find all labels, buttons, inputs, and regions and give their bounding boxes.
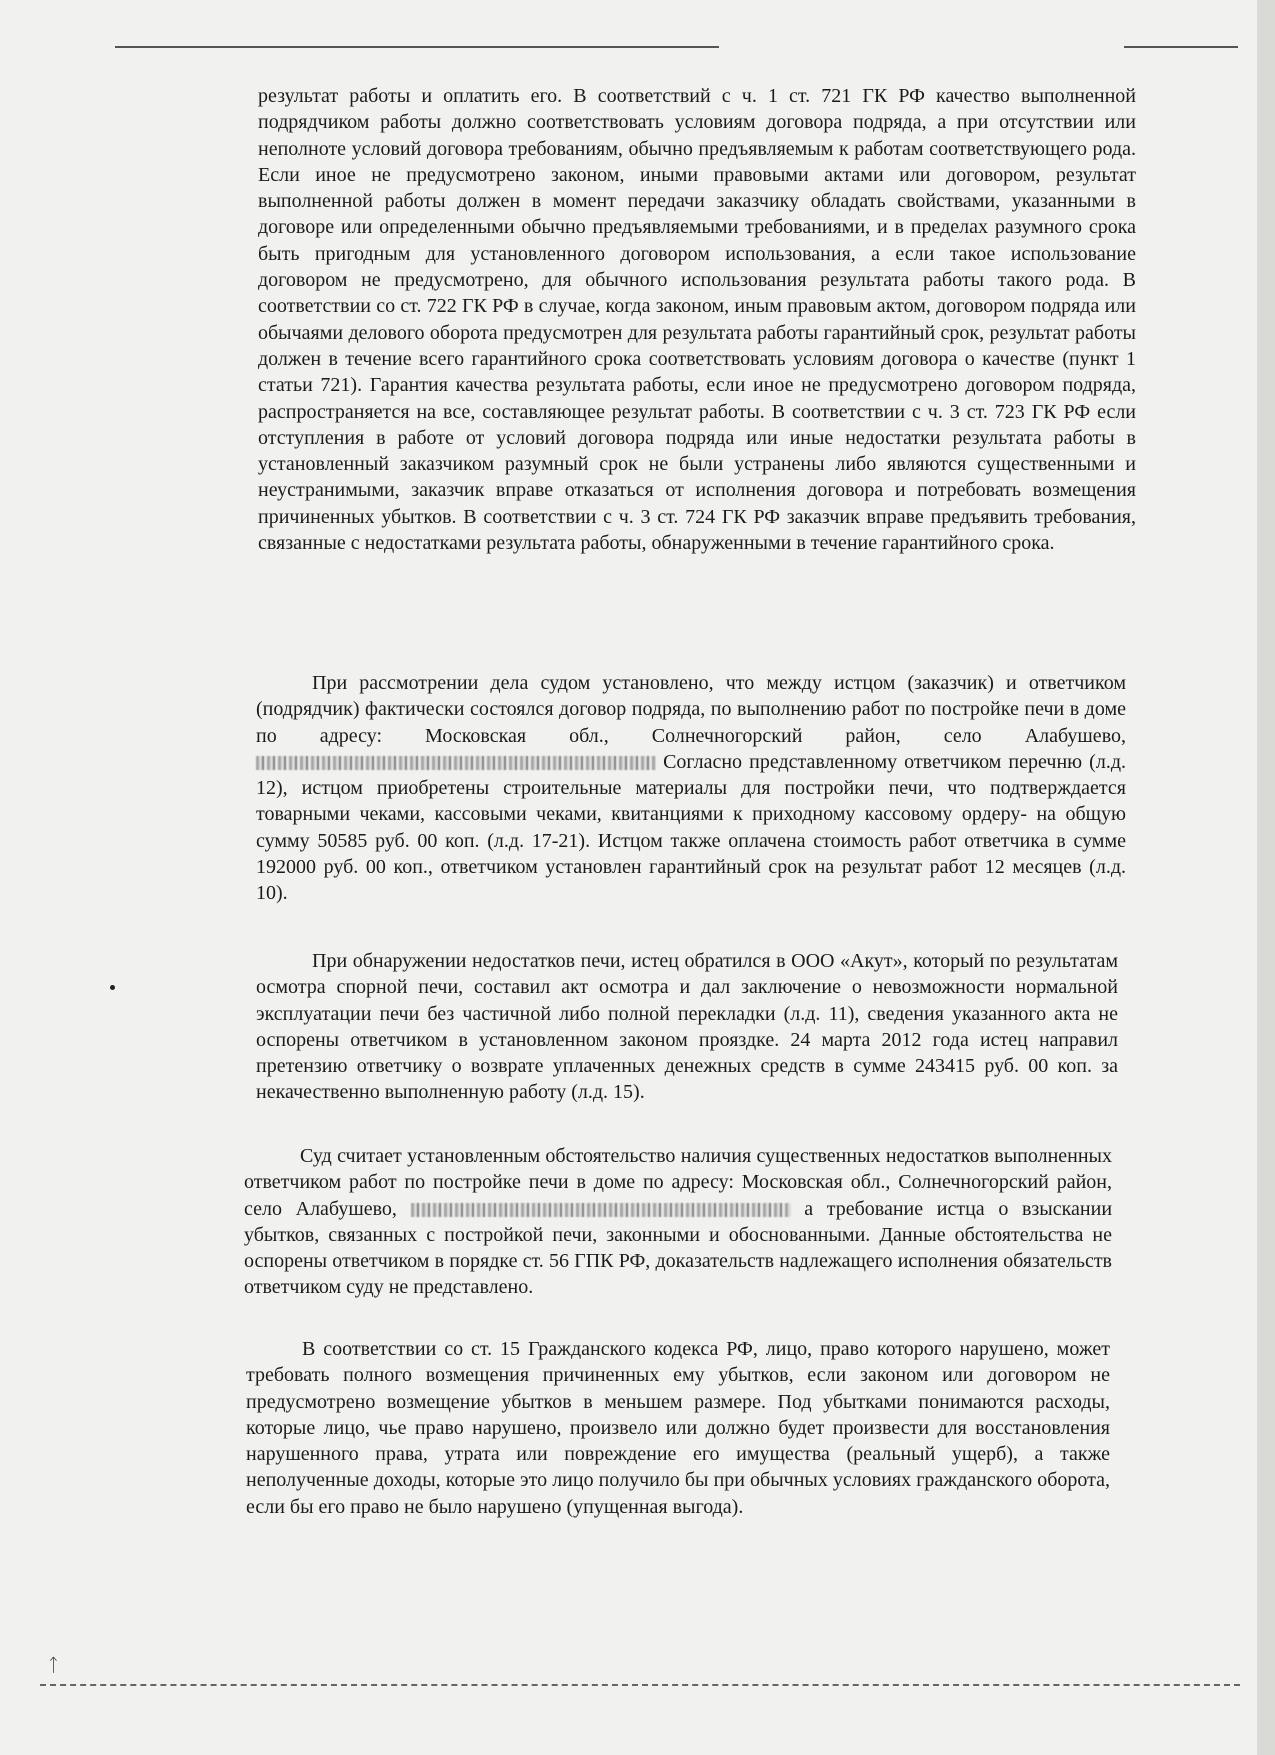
main-text-block [258, 83, 1136, 556]
top-rule-left [115, 46, 719, 48]
paragraph-2-block [256, 670, 1126, 907]
paragraph-4-block [244, 1143, 1112, 1301]
paragraph-3: При обнаружении недостатков печи, истец обратился в ООО «Акут», который по результатам осмотра спорной печи, составил акт осмотра и дал заключение о невозможности нормальной эксплуатации печи без частичной либо полной перекладки (л.д. 11), сведения указанного акта не оспорены ответчиком в установленном законом прояздке. 24 марта 2012 года истец направил претензию ответчику о возврате уплаченных денежных средств в сумме 243415 руб. 00 коп. за некачественно выполненную работу (л.д. 15). [256, 950, 1118, 1104]
paragraph-5-block [246, 1336, 1110, 1520]
page-edge-shadow [1257, 0, 1275, 1755]
paragraph-3-block [256, 948, 1118, 1106]
paragraph-4-part-b: а требование истца о взыскании убытков, связанных с постройкой печи, законными и обоснованными. Данные обстоятельства не оспорены ответчиком в порядке ст. 56 ГПК РФ, доказательств надлежащего исполнения обязательств ответчиком суду не представлено. [244, 1197, 1113, 1299]
paragraph-1: результат работы и оплатить его. В соответствий с ч. 1 ст. 721 ГК РФ качество выполненной подрядчиком работы должно соответствовать условиям договора подряда, а при отсутствии или неполноте условий договора требованиям, обычно предъявляемым к работам соответствующего рода. Если иное не предусмотрено законом, иными правовыми актами или договором, результат выполненной работы должен в момент передачи заказчику обладать свойствами, указанными в договоре или определенными обычно предъявляемыми требованиями, и в пределах разумного срока быть пригодным для установленного договором использования, а если такое использование договором не предусмотрено, для обычного использования результата работы такого рода. В соответствии со ст. 722 ГК РФ в случае, когда законом, иным правовым актом, договором подряда или обычаями делового оборота предусмотрен для результата работы гарантийный срок, результат работы должен в течение всего гарантийного срока соответствовать условиям договора о качестве (пункт 1 статьи 721). Гарантия качества результата работы, если иное не предусмотрено договором подряда, распространяется на все, составляющее результат работы. В соответствии с ч. 3 ст. 723 ГК РФ если отступления в работе от условий договора подряда или иные недостатки результата работы в установленный заказчиком разумный срок не были устранены либо являются существенными и неустранимыми, заказчик вправе отказаться от исполнения договора и потребовать возмещения причиненных убытков. В соответствии с ч. 3 ст. 724 ГК РФ заказчик вправе предъявить требования, связанные с недостатками результата работы, обнаруженными в течение гарантийного срока. [258, 85, 1136, 555]
bottom-rule [40, 1684, 1240, 1686]
redacted-address [256, 756, 656, 770]
margin-mark: ᛏ [48, 1655, 59, 1675]
paragraph-2 [256, 670, 1126, 907]
top-rule-right [1124, 46, 1238, 48]
paragraph-4 [244, 1143, 1112, 1301]
paragraph-2-part-a: При рассмотрении дела судом установлено, что между истцом (заказчик) и ответчиком (подрядчик) фактически состоялся договор подряда, по выполнению работ по постройке печи в доме по адресу: Московская обл., Солнечногорский район, село Алабушево, [256, 672, 1126, 747]
redacted-address-2 [411, 1203, 791, 1217]
paragraph-5: В соответствии со ст. 15 Гражданского кодекса РФ, лицо, право которого нарушено, может требовать полного возмещения причиненных ему убытков, если законом или договором не предусмотрено возмещение убытков в меньшем размере. Под убытками понимаются расходы, которые лицо, чье право нарушено, произвело или должно будет произвести для восстановления нарушенного права, утрата или повреждение его имущества (реальный ущерб), а также неполученные доходы, которые это лицо получило бы при обычных условиях гражданского оборота, если бы его право не было нарушено (упущенная выгода). [246, 1338, 1110, 1518]
paragraph-4-part-a: Суд считает установленным обстоятельство наличия существенных недостатков выполненных ответчиком работ по постройке печи в доме по адресу: Московская обл., Солнечногорский район, село Алабушево, [244, 1145, 1112, 1220]
paragraph-2-part-b: Согласно представленному ответчиком перечню (л.д. 12), истцом приобретены строительные материалы для постройки печи, что подтверждается товарными чеками, кассовыми чеками, квитанциями к приходному кассовому ордеру- на общую сумму 50585 руб. 00 коп. (л.д. 17-21). Истцом также оплачена стоимость работ ответчика в сумме 192000 руб. 00 коп., ответчиком установлен гарантийный срок на результат работ 12 месяцев (л.д. 10). [256, 750, 1126, 905]
margin-dot [110, 985, 115, 990]
